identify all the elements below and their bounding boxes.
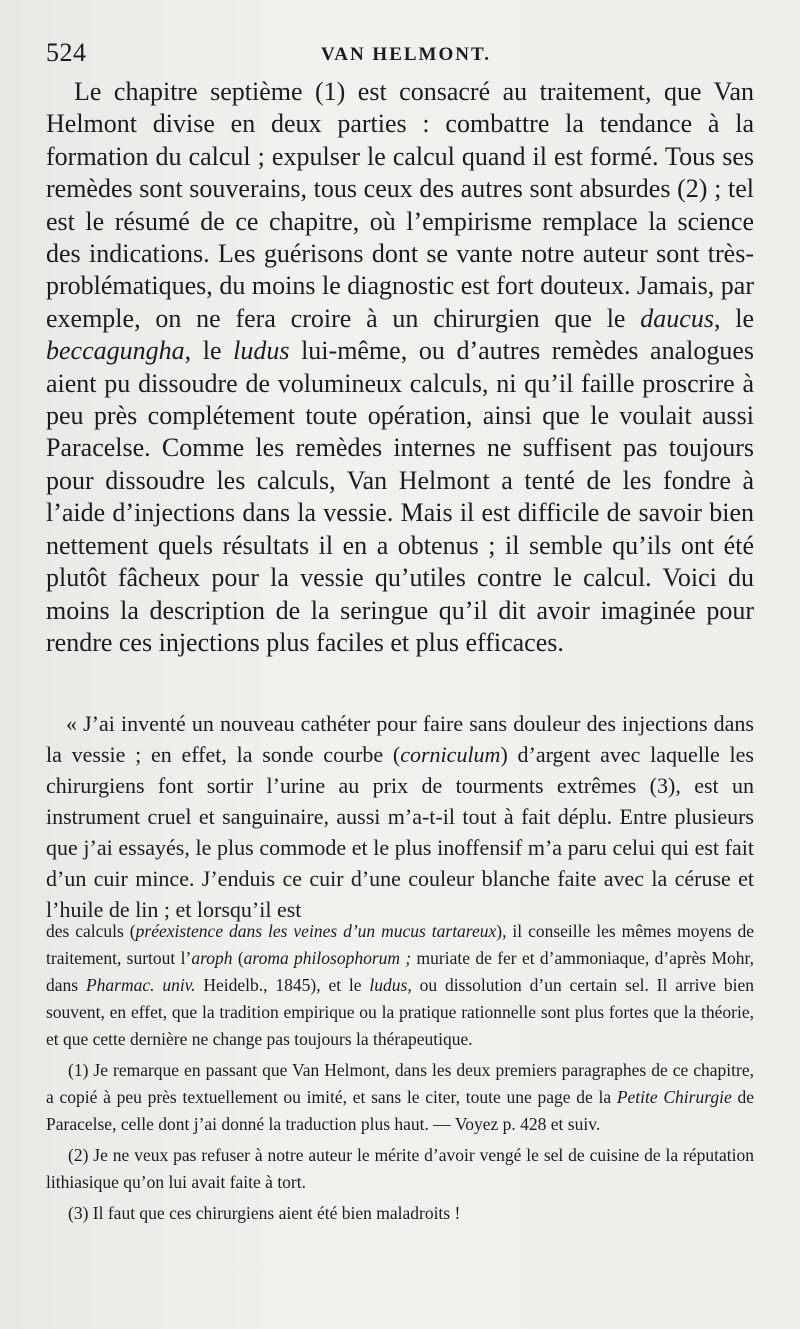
italic-term: Pharmac. univ. (85, 975, 196, 995)
quote-paragraph (46, 708, 754, 925)
italic-term: aroma philosophorum ; (243, 948, 412, 968)
page-number: 524 (46, 38, 87, 67)
italic-term: aroph (191, 948, 233, 968)
italic-term: corniculum (400, 742, 501, 767)
italic-term: Petite Chirurgie (616, 1087, 732, 1107)
text-run: , le (184, 336, 234, 366)
main-paragraph (46, 76, 754, 659)
italic-term: préexistence dans les veines d’un mucus tartareux (135, 921, 497, 941)
text-run: « J’ai inventé un nouveau cathéter pour faire sans douleur des injections dans la vessie ; en effet, la sonde courbe ( (46, 711, 754, 767)
text-run: des calculs ( (46, 921, 136, 941)
italic-term: ludus, (369, 975, 412, 995)
footnotes (46, 918, 754, 1231)
page-header (46, 38, 766, 70)
footnote-continuation (46, 918, 754, 1053)
text-run: lui-même, ou d’autres remèdes analogues aient pu dissoudre de volumineux calculs, ni qu’il faille proscrire à peu près complétement toute opération, ainsi que le voulait aussi Paracelse. Comme les remèdes internes ne suffisent pas toujours pour dissoudre les calculs, Van Helmont a tenté de les fondre à l’aide d’injections dans la vessie. Mais il est difficile de savoir bien nettement quels résultats il en a obtenus ; il semble qu’ils ont été plutôt fâcheux pour la vessie qu’utiles contre le calcul. Voici du moins la description de la seringue qu’il dit avoir imaginée pour rendre ces injections plus faciles et plus efficaces. (46, 336, 755, 657)
footnote-1 (46, 1057, 754, 1138)
text-run: Heidelb., 1845), et le (195, 975, 370, 995)
text-run: Le chapitre septième (1) est consacré au traitement, que Van Helmont divise en deux parties : combattre la tendance à la formation du calcul ; expulser le calcul quand il est formé. Tous ses remèdes sont souverains, tous ceux des autres sont absurdes (2) ; tel est le résumé de ce chapitre, où l’empirisme remplace la science des indications. Les guérisons dont se vante notre auteur sont très-problématiques, du moins le diagnostic est fort douteux. Jamais, par exemple, on ne fera croire à un chirurgien que le (46, 77, 754, 333)
running-title: VAN HELMONT. (320, 44, 492, 65)
italic-term: beccagungha (46, 336, 185, 366)
block-quote (46, 708, 754, 925)
text-run: ou dissolution d’un certain sel. Il arrive bien souvent, en effet, que la tradition empirique ou la pratique rationnelle sont plus fortes que la théorie, et que cette dernière ne change pas toujours la thérapeutique. (46, 975, 755, 1049)
italic-term: ludus (233, 336, 290, 366)
text-run: (1) Je remarque en passant que Van Helmont, dans les deux premiers paragraphes de ce chapitre, a copié à peu près textuellement ou imité, et sans le citer, toute une page de la (46, 1060, 754, 1107)
text-run: muriate de fer et d’ammoniaque, d’après Mohr, dans (46, 948, 755, 995)
text-run: ), il conseille les mêmes moyens de traitement, surtout l’ (46, 921, 754, 968)
text-run: ( (232, 948, 244, 968)
text-run: ) d’argent avec laquelle les chirurgiens font sortir l’urine au prix de tourments extrêmes (3), est un instrument cruel et sanguinaire, aussi m’a-t-il tout à fait déplu. Entre plusieurs que j’ai essayés, le plus commode et le plus inoffensif m’a paru celui qui est fait d’un cuir mince. J’enduis ce cuir d’une couleur blanche faite avec la céruse et l’huile de lin ; et lorsqu’il est (46, 742, 754, 922)
text-run: de Paracelse, celle dont j’ai donné la traduction plus haut. — Voyez p. 428 et suiv. (46, 1087, 754, 1134)
text-run: , le (713, 303, 755, 333)
footnote-2: (2) Je ne veux pas refuser à notre auteur le mérite d’avoir vengé le sel de cuisine de la réputation lithiasique qu’on lui avait faite à tort. (46, 1145, 754, 1192)
main-text (46, 76, 754, 659)
footnote-3: (3) Il faut que ces chirurgiens aient été bien maladroits ! (68, 1203, 461, 1223)
italic-term: daucus (640, 303, 714, 333)
